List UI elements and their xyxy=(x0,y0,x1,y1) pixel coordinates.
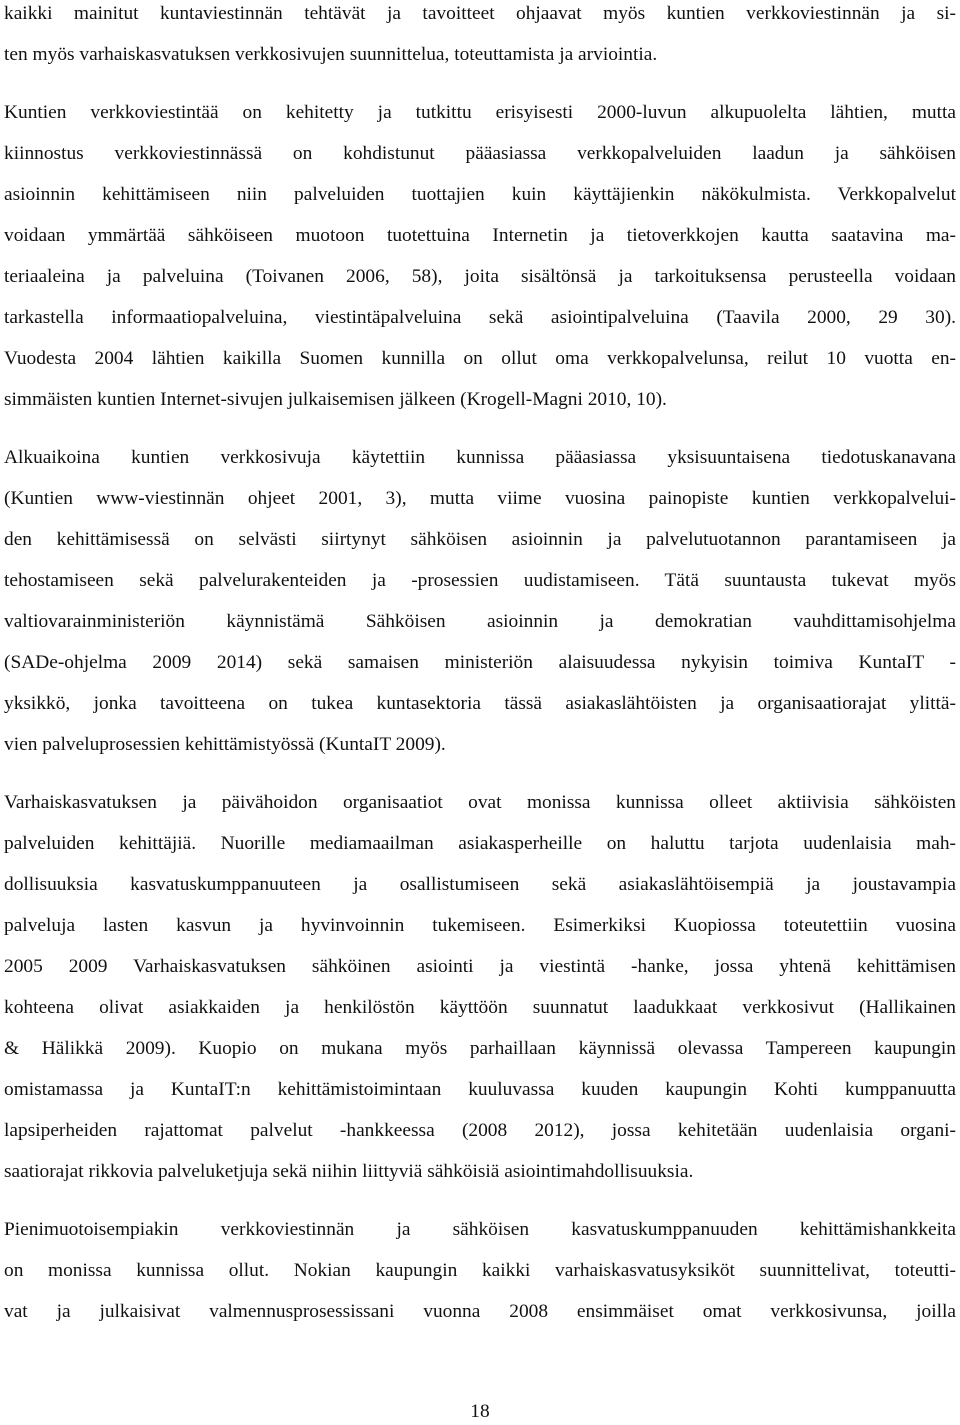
text-line: asioinnin kehittämiseen niin palveluiden tuottajien kuin käyttäjienkin näkökulmista. Verkkopalvelut xyxy=(4,184,956,205)
text-line: palveluiden kehittäjiä. Nuorille mediamaailman asiakasperheille on haluttu tarjota uudenlaisia mah- xyxy=(4,833,956,854)
text-line: omistamassa ja KuntaIT:n kehittämistoimintaan kuuluvassa kuuden kaupungin Kohti kumppanuutta xyxy=(4,1079,956,1100)
text-line: voidaan ymmärtää sähköiseen muotoon tuotettuina Internetin ja tietoverkkojen kautta saatavina ma- xyxy=(4,225,956,246)
text-line: Pienimuotoisempiakin verkkoviestinnän ja sähköisen kasvatuskumppanuuden kehittämishankkeita xyxy=(4,1219,956,1240)
text-line: Kuntien verkkoviestintää on kehitetty ja tutkittu erisyisesti 2000-luvun alkupuolelta lähtien, mutta xyxy=(4,102,956,123)
text-line: (SADe-ohjelma 2009 2014) sekä samaisen ministeriön alaisuudessa nykyisin toimiva KuntaIT - xyxy=(4,652,956,673)
text-line: saatiorajat rikkovia palveluketjuja sekä niihin liittyviä sähköisiä asiointimahdollisuuksia. xyxy=(4,1161,694,1182)
text-line: tehostamiseen sekä palvelurakenteiden ja -prosessien uudistamiseen. Tätä suuntausta tukevat myös xyxy=(4,570,956,591)
page-number: 18 xyxy=(470,1401,490,1422)
paragraph-intro-continued xyxy=(4,0,956,75)
text-line: kohteena olivat asiakkaiden ja henkilöstön käyttöön suunnatut laadukkaat verkkosivut (Hallikainen xyxy=(4,997,956,1018)
text-line: valtiovarainministeriön käynnistämä Sähköisen asioinnin ja demokratian vauhdittamisohjelma xyxy=(4,611,956,632)
text-line: Alkuaikoina kuntien verkkosivuja käytettiin kunnissa pääasiassa yksisuuntaisena tiedotuskanavana xyxy=(4,447,956,468)
text-line: on monissa kunnissa ollut. Nokian kaupungin kaikki varhaiskasvatusyksiköt suunnittelivat, toteutti- xyxy=(4,1260,956,1281)
text-line: vat ja julkaisivat valmennusprosessissani vuonna 2008 ensimmäiset omat verkkosivunsa, joilla xyxy=(4,1301,956,1322)
text-line: lapsiperheiden rajattomat palvelut -hankkeessa (2008 2012), jossa kehitetään uudenlaisia organi- xyxy=(4,1120,956,1141)
body-text xyxy=(4,0,956,1332)
text-line: simmäisten kuntien Internet-sivujen julkaisemisen jälkeen (Krogell-Magni 2010, 10). xyxy=(4,389,667,410)
text-line: tarkastella informaatiopalveluina, viestintäpalveluina sekä asiointipalveluina (Taavila 2000, 29 30). xyxy=(4,307,956,328)
text-line: 2005 2009 Varhaiskasvatuksen sähköinen asiointi ja viestintä -hanke, jossa yhtenä kehittämisen xyxy=(4,956,956,977)
text-line: palveluja lasten kasvun ja hyvinvoinnin tukemiseen. Esimerkiksi Kuopiossa toteutettiin vuosina xyxy=(4,915,956,936)
text-line: den kehittämisessä on selvästi siirtynyt sähköisen asioinnin ja palvelutuotannon parantamiseen ja xyxy=(4,529,956,550)
text-line: vien palveluprosessien kehittämistyössä (KuntaIT 2009). xyxy=(4,734,446,755)
paragraph-early-days xyxy=(4,437,956,765)
paragraph-smaller-projects xyxy=(4,1209,956,1332)
text-line: Vuodesta 2004 lähtien kaikilla Suomen kunnilla on ollut oma verkkopalvelunsa, reilut 10 vuotta en- xyxy=(4,348,956,369)
text-line: Varhaiskasvatuksen ja päivähoidon organisaatiot ovat monissa kunnissa olleet aktiivisia sähköisten xyxy=(4,792,956,813)
paragraph-web-communication xyxy=(4,92,956,420)
text-line: dollisuuksia kasvatuskumppanuuteen ja osallistumiseen sekä asiakaslähtöisempiä ja joustavampia xyxy=(4,874,956,895)
text-line: kaikki mainitut kuntaviestinnän tehtävät ja tavoitteet ohjaavat myös kuntien verkkoviestinnän ja si- xyxy=(4,3,956,24)
text-line: kiinnostus verkkoviestinnässä on kohdistunut pääasiassa verkkopalveluiden laadun ja sähköisen xyxy=(4,143,956,164)
text-line: yksikkö, jonka tavoitteena on tukea kuntasektoria tässä asiakaslähtöisten ja organisaatiorajat ylittä- xyxy=(4,693,956,714)
text-line: ten myös varhaiskasvatuksen verkkosivujen suunnittelua, toteuttamista ja arviointia. xyxy=(4,44,658,65)
text-line: & Hälikkä 2009). Kuopio on mukana myös parhaillaan käynnissä olevassa Tampereen kaupungin xyxy=(4,1038,956,1059)
paragraph-early-education xyxy=(4,782,956,1192)
text-line: teriaaleina ja palveluina (Toivanen 2006, 58), joita sisältönsä ja tarkoituksensa perusteella voidaan xyxy=(4,266,956,287)
text-line: (Kuntien www-viestinnän ohjeet 2001, 3), mutta viime vuosina painopiste kuntien verkkopalvelui- xyxy=(4,488,956,509)
